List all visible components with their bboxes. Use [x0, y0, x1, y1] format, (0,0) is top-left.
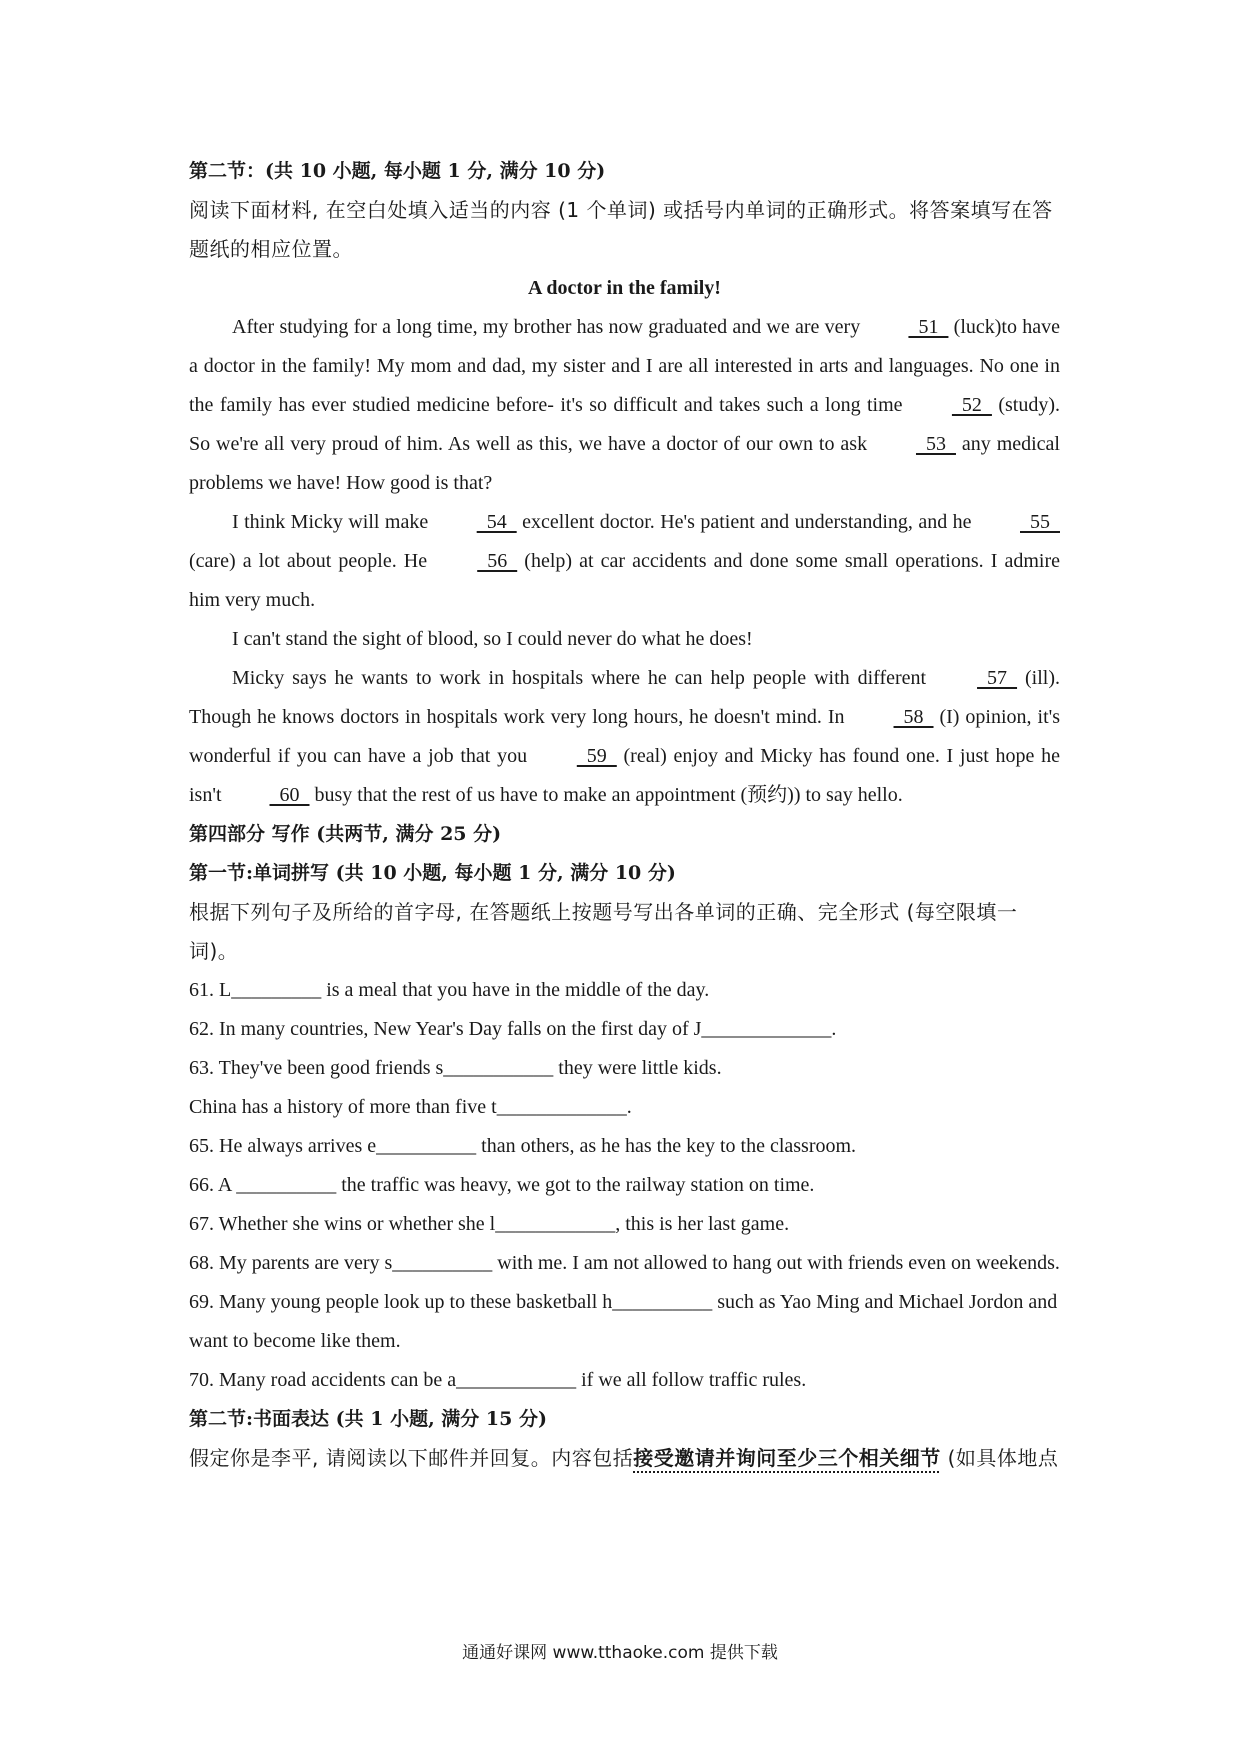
blank-54: 54 — [476, 511, 517, 533]
question-70: 70. Many road accidents can be a____________ if we all follow traffic rules. — [189, 1369, 807, 1391]
section2-instruction: 阅读下面材料, 在空白处填入适当的内容 (1 个单词) 或括号内单词的正确形式。将答案填写在答题纸的相应位置。 — [189, 198, 1053, 261]
blank-59: 59 — [576, 745, 617, 767]
question-66: 66. A __________ the traffic was heavy, we got to the railway station on time. — [189, 1174, 815, 1196]
question-69: 69. Many young people look up to these basketball h__________ such as Yao Ming and Michael Jordon and want to become like them. — [189, 1291, 1058, 1352]
blank-53: 53 — [915, 433, 956, 455]
question-67: 67. Whether she wins or whether she l____________, this is her last game. — [189, 1213, 790, 1235]
blank-58: 58 — [893, 706, 934, 728]
section2-heading: 第二节：(共 10 小题, 每小题 1 分, 满分 10 分) — [189, 160, 606, 182]
question-61: 61. L_________ is a meal that you have in the middle of the day. — [189, 979, 710, 1001]
question-63: 63. They've been good friends s___________ they were little kids. — [189, 1057, 722, 1079]
blank-57: 57 — [977, 667, 1018, 689]
writing-heading: 第二节:书面表达 (共 1 小题, 满分 15 分) — [189, 1408, 547, 1430]
word-spelling-instruction: 根据下列句子及所给的首字母, 在答题纸上按题号写出各单词的正确、完全形式 (每空限填一词)。 — [189, 900, 1018, 963]
passage-paragraph-2: I think Micky will make 54 excellent doctor. He's patient and understanding, and he 55 (care) a lot about people. He 56 (help) at car accidents and done some small operations. I admire him very much. — [189, 503, 1060, 620]
blank-56: 56 — [477, 550, 518, 572]
part4-heading: 第四部分 写作 (共两节, 满分 25 分) — [189, 823, 502, 845]
writing-instruction: 假定你是李平, 请阅读以下邮件并回复。内容包括接受邀请并询问至少三个相关细节 (如具体地点 — [189, 1446, 1059, 1470]
passage-paragraph-1: After studying for a long time, my brother has now graduated and we are very 51 (luck)to have a doctor in the family! My mom and dad, my sister and I are all interested in arts and languages. No one in the family has ever studied medicine before- it's so difficult and takes such a long time 52 (study). So we're all very proud of him. As well as this, we have a doctor of our own to ask 53 any medical problems we have! How good is that? — [189, 308, 1060, 503]
passage-paragraph-4: Micky says he wants to work in hospitals where he can help people with different 57 (ill). Though he knows doctors in hospitals work very long hours, he doesn't mind. In 58 (I) opinion, it's wonderful if you can have a job that you 59 (real) enjoy and Micky has found one. I just hope he isn't 60 busy that the rest of us have to make an appointment (预约)) to say hello. — [189, 659, 1060, 815]
question-62: 62. In many countries, New Year's Day falls on the first day of J_____________. — [189, 1018, 837, 1040]
question-68: 68. My parents are very s__________ with me. I am not allowed to hang out with friends even on weekends. — [189, 1252, 1060, 1274]
passage-paragraph-3: I can't stand the sight of blood, so I could never do what he does! — [232, 628, 753, 650]
question-64: China has a history of more than five t_____________. — [189, 1096, 632, 1118]
blank-60: 60 — [269, 784, 310, 806]
page-footer: 通通好课网 www.tthaoke.com 提供下载 — [462, 1643, 778, 1663]
blank-55: 55 — [1020, 511, 1060, 533]
writing-requirement-emphasis: 接受邀请并询问至少三个相关细节 — [633, 1446, 941, 1470]
question-65: 65. He always arrives e__________ than others, as he has the key to the classroom. — [189, 1135, 857, 1157]
blank-52: 52 — [951, 394, 992, 416]
word-spelling-heading: 第一节:单词拼写 (共 10 小题, 每小题 1 分, 满分 10 分) — [189, 862, 676, 884]
passage-title: A doctor in the family! — [528, 277, 721, 299]
blank-51: 51 — [908, 316, 949, 338]
